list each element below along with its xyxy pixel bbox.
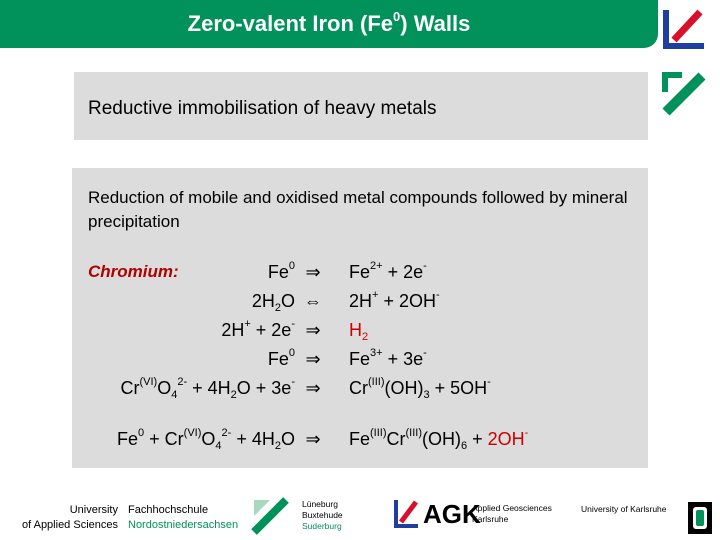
- reaction-4-rhs: $Fe^{3+} + 3e^-$: [349, 347, 427, 369]
- agk-logo: AGK: [423, 499, 481, 529]
- reaction-5-arrow: ⇒: [305, 378, 321, 398]
- fh-footer-logo-icon: [250, 496, 290, 536]
- reaction-3-arrow: ⇒: [305, 320, 321, 340]
- footer-fachhochschule: Fachhochschule Nordostniedersachsen: [128, 504, 239, 531]
- fh-logo-icon: [656, 66, 712, 122]
- footer-locations: Lüneburg Buxtehude Suderburg: [302, 499, 343, 531]
- leuphana-logo: [660, 4, 710, 54]
- reaction-4-lhs: Fe$^0$: [267, 347, 295, 369]
- reaction-1-rhs: $Fe^{2+} + 2e^-$: [349, 260, 427, 282]
- reaction-2-lhs: $2H_2O$: [251, 291, 295, 314]
- reaction-1-lhs: Fe$^0$: [267, 260, 295, 282]
- reaction-4-arrow: ⇒: [305, 349, 321, 369]
- reaction-6-rhs: $Fe^{(III)}Cr^{(III)}(OH)_6 + 2OH^-$: [349, 427, 529, 452]
- reaction-6-arrow: ⇒: [305, 429, 321, 449]
- footer-university: University of Applied Sciences: [21, 504, 118, 531]
- section-heading: Reductive immobilisation of heavy metals: [88, 98, 437, 119]
- reaction-3-lhs: 2H+ + 2e-: [221, 318, 295, 340]
- description: Reduction of mobile and oxidised metal compounds followed by mineral precipitation: [88, 188, 628, 231]
- page-title: Zero-valent Iron (Fe$^0$) Walls: [187, 9, 471, 36]
- reaction-2-rhs: 2H+ + 2OH-: [349, 289, 440, 311]
- reaction-3-rhs: $H_2$: [349, 320, 369, 343]
- reaction-5-lhs: $Cr^{(VI)}O_4^{2-} + 4H_2O + 3e^-$: [120, 376, 295, 401]
- karlsruhe-logo: [686, 500, 714, 536]
- title-bar: [0, 0, 658, 48]
- footer-karlsruhe: University of Karlsruhe: [581, 504, 667, 514]
- reaction-5-rhs: $Cr^{(III)}(OH)_3 + 5OH^-$: [349, 376, 491, 401]
- leuphana-footer-logo: [392, 496, 420, 530]
- reaction-2-arrow: ⇔: [304, 291, 322, 311]
- reaction-1-arrow: ⇒: [305, 262, 321, 282]
- agk-caption: Applied Geosciences Karlsruhe: [472, 503, 552, 524]
- reaction-6-lhs: $Fe^0 + Cr^{(VI)}O_4^{2-} + 4H_2O$: [117, 427, 295, 452]
- chromium-label: Chromium:: [88, 262, 179, 281]
